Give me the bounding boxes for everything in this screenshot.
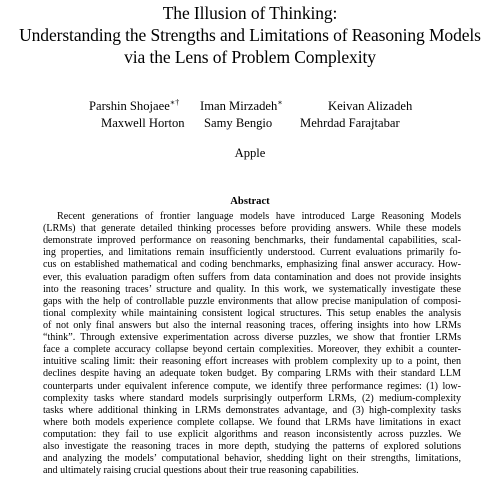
author [89,98,179,114]
author [101,115,185,131]
author [300,115,400,131]
abstract-line: into the reasoning traces’ structure and quality. In this work, we systematically investigate these [43,283,461,295]
abstract-line: where both models experience complete collapse. We found that LRMs have limitations in exact [43,416,461,428]
abstract-line: Recent generations of frontier language models have introduced Large Reasoning Models [57,211,461,222]
author-name: Maxwell Horton [101,116,185,130]
abstract-line: tasks where additional thinking in LRMs demonstrates advantage, and (3) high-complexity tasks [43,404,461,416]
author-name: Mehrdad Farajtabar [300,116,400,130]
abstract-line: tional complexity while maintaining consistent logical structures. This setup enables the analysis [43,307,461,319]
abstract-line: also investigate the reasoning traces in more depth, studying the patterns of explored solutions [43,441,461,453]
abstract-line: face a complete accuracy collapse beyond certain complexities. Moreover, they exhibit a counter- [43,344,461,356]
abstract-heading: Abstract [230,196,270,207]
author [200,98,283,114]
abstract-line: computation: they fail to use explicit algorithms and reason inconsistently across puzzles. We [43,428,461,440]
abstract-line: counterparts under equivalent inference compute, we identify three performance regimes: (1) low- [43,380,461,392]
author [328,98,412,114]
abstract-line: “think”. Through extensive experimentation across diverse puzzles, we show that frontier LRMs [43,332,461,344]
abstract-line: cus on established mathematical and coding benchmarks, emphasizing final answer accuracy. How- [43,259,461,271]
abstract-line: and ultimately raising crucial questions about their true reasoning capabilities. [43,465,359,477]
abstract-line: ing properties, and limitations remain insufficiently understood. Current evaluations primarily fo- [43,247,461,259]
author [204,115,272,131]
abstract-line: complexity tasks where standard models surprisingly outperform LRMs, (2) medium-complexity [43,392,461,404]
abstract-line: intuitive scaling limit: their reasoning effort increases with problem complexity up to a point, then [43,356,461,368]
affiliation: Apple [234,146,266,160]
author-footnote-mark: ∗† [169,98,180,107]
abstract-line: demonstrate improved performance on reasoning benchmarks, their fundamental capabilities, scal- [43,235,461,247]
abstract-line: (LRMs) that generate detailed thinking processes before providing answers. While these models [43,223,461,235]
abstract-body [43,211,461,477]
abstract-line: declines despite having an adequate token budget. By comparing LRMs with their standard LLM [43,368,461,380]
author-name: Iman Mirzadeh [200,99,278,113]
author-footnote-mark: ∗ [277,98,283,107]
title-line: The Illusion of Thinking: [162,3,338,23]
abstract-line: ever, this evaluation paradigm often suffers from data contamination and does not provide insights [43,271,461,283]
abstract-line: and analyzing the models’ computational behavior, shedding light on their strengths, limitations, [43,453,461,465]
title-line: via the Lens of Problem Complexity [124,47,376,67]
abstract-line: gaps with the help of controllable puzzle environments that allow precise manipulation of composi- [43,295,461,307]
paper-title [0,2,500,68]
author-name: Keivan Alizadeh [328,99,413,113]
abstract-line: of not only final answers but also the internal reasoning traces, offering insights into how LRMs [43,319,461,331]
title-line: Understanding the Strengths and Limitations of Reasoning Models [19,25,481,45]
author-name: Parshin Shojaee [89,99,170,113]
author-name: Samy Bengio [204,116,273,130]
